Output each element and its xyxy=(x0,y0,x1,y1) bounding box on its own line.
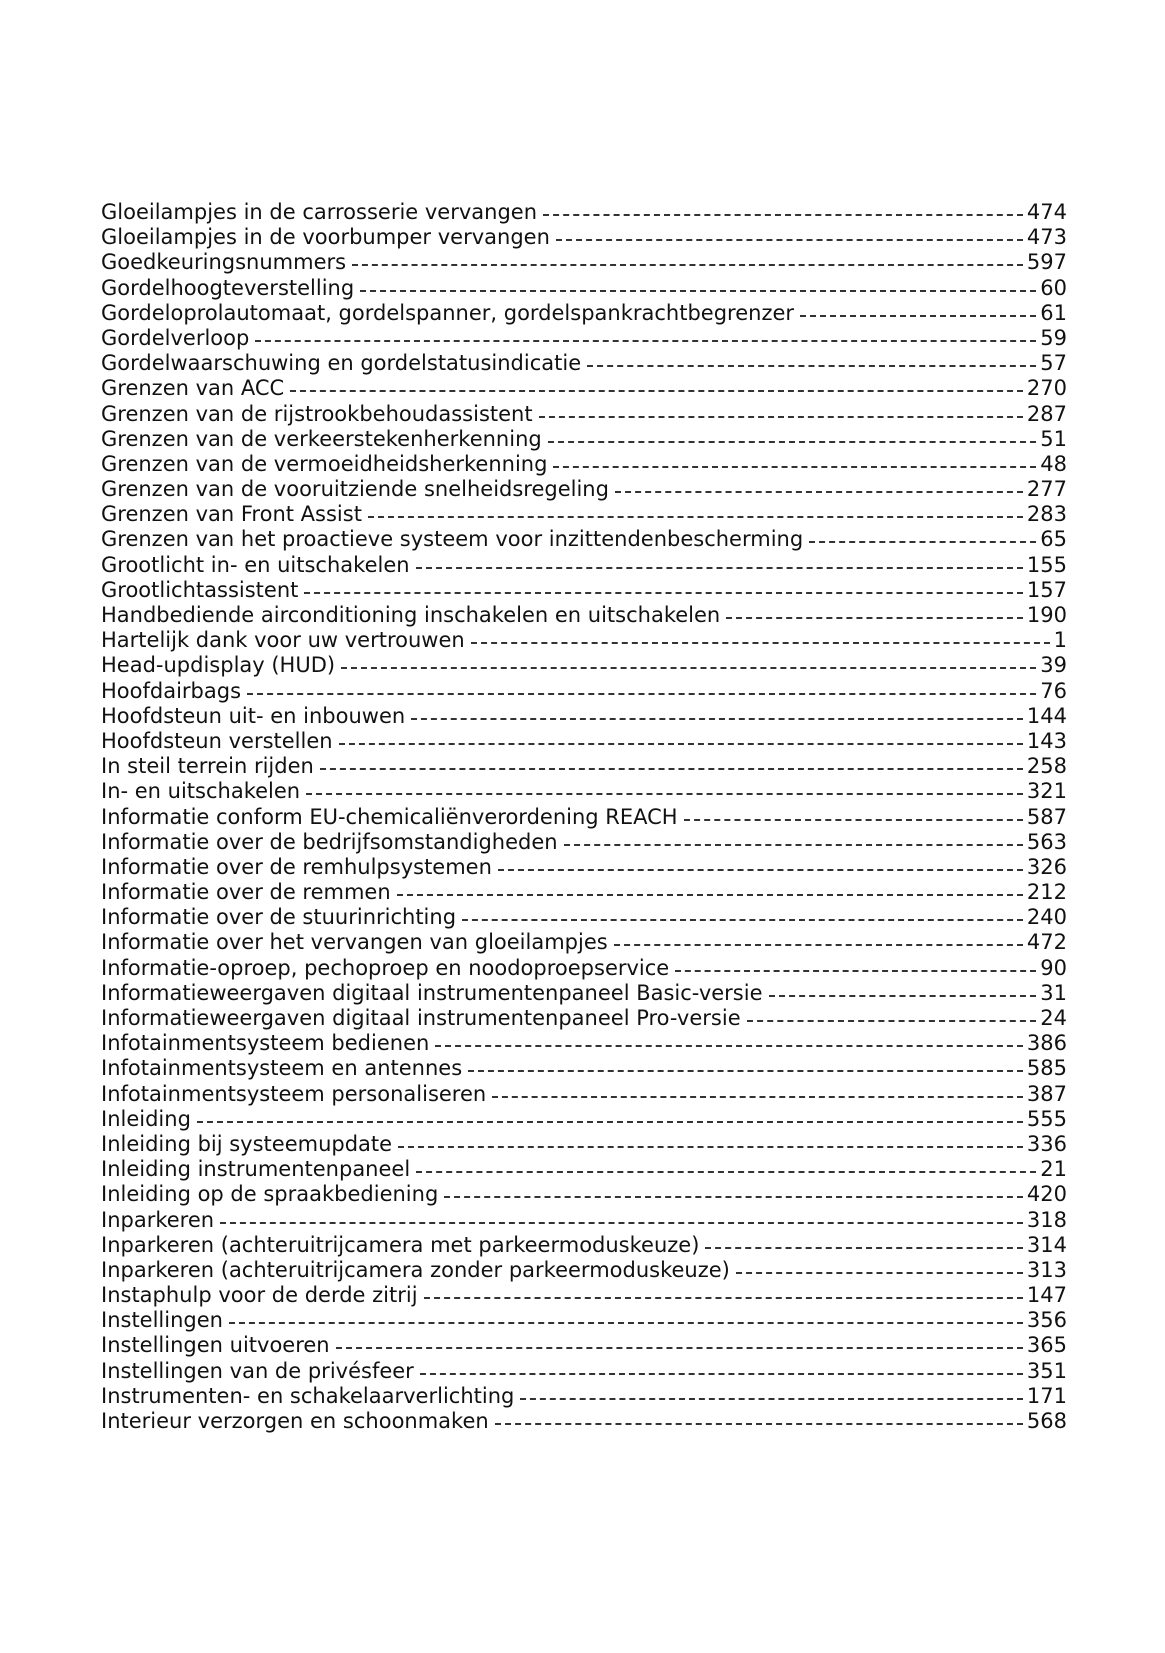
dot-leader xyxy=(564,842,1023,846)
index-entry xyxy=(101,1308,1067,1333)
dot-leader xyxy=(411,716,1023,720)
index-entry-page-number: 474 xyxy=(1026,200,1067,224)
index-entry xyxy=(101,301,1067,326)
dot-leader xyxy=(424,1295,1023,1299)
index-entry-title: Informatie-oproep, pechoproep en noodoproepservice xyxy=(101,955,670,980)
index-entry-title: Inparkeren (achteruitrijcamera zonder parkeermoduskeuze) xyxy=(101,1257,730,1282)
index-entry-page-number: 190 xyxy=(1026,603,1067,627)
index-entry-page-number: 472 xyxy=(1026,930,1067,955)
index-entry-page-number: 351 xyxy=(1026,1358,1067,1383)
index-entry-page-number: 39 xyxy=(1040,653,1067,678)
dot-leader xyxy=(304,590,1023,594)
index-entry-page-number: 48 xyxy=(1040,451,1067,476)
index-entry-title: Hoofdairbags xyxy=(101,678,242,703)
index-entry-page-number: 21 xyxy=(1040,1157,1067,1182)
index-entry-title: Hoofdsteun uit- en inbouwen xyxy=(101,703,406,728)
index-entry xyxy=(101,805,1067,830)
dot-leader xyxy=(800,313,1036,317)
index-entry xyxy=(101,502,1067,527)
index-entry-title: Infotainmentsysteem personaliseren xyxy=(101,1081,487,1106)
index-entry-page-number: 212 xyxy=(1026,880,1067,905)
dot-leader xyxy=(614,942,1023,946)
index-entry-title: Gloeilampjes in de carrosserie vervangen xyxy=(101,200,538,224)
dot-leader xyxy=(769,993,1037,997)
index-entry xyxy=(101,1031,1067,1056)
dot-leader xyxy=(462,917,1023,921)
index-entry xyxy=(101,729,1067,754)
index-entry-title: Interieur verzorgen en schoonmaken xyxy=(101,1409,489,1433)
index-entry-page-number: 318 xyxy=(1026,1207,1067,1232)
index-entry-page-number: 336 xyxy=(1026,1131,1067,1156)
index-entry-title: Informatieweergaven digitaal instrumentenpaneel Pro-versie xyxy=(101,1006,741,1030)
index-entry xyxy=(101,830,1067,855)
index-entry xyxy=(101,452,1067,477)
index-entry-page-number: 365 xyxy=(1026,1333,1067,1358)
index-entry xyxy=(101,1132,1067,1157)
dot-leader xyxy=(495,1421,1023,1425)
index-entry xyxy=(101,326,1067,351)
index-entry xyxy=(101,427,1067,452)
index-entry-page-number: 420 xyxy=(1026,1182,1067,1207)
index-entry-title: Instaphulp voor de derde zitrij xyxy=(101,1283,418,1308)
index-entry xyxy=(101,276,1067,301)
index-entry-page-number: 57 xyxy=(1040,351,1067,376)
index-entry-title: Informatie over het vervangen van gloeilampjes xyxy=(101,930,608,955)
dot-leader xyxy=(498,867,1023,871)
dot-leader xyxy=(398,1144,1023,1148)
index-entry-title: Inleiding instrumentenpaneel xyxy=(101,1157,411,1182)
index-entry xyxy=(101,1233,1067,1258)
dot-leader xyxy=(368,514,1023,518)
index-entry-title: Inleiding op de spraakbediening xyxy=(101,1182,439,1207)
index-entry-page-number: 31 xyxy=(1040,980,1067,1005)
index-entry-page-number: 321 xyxy=(1026,779,1067,804)
index-entry-title: Gordeloprolautomaat, gordelspanner, gordelspankrachtbegrenzer xyxy=(101,300,795,325)
dot-leader xyxy=(726,615,1023,619)
index-entry-title: Grenzen van ACC xyxy=(101,376,285,401)
index-entry-page-number: 157 xyxy=(1026,577,1067,602)
index-entry-title: Grootlichtassistent xyxy=(101,577,299,602)
index-entry-page-number: 51 xyxy=(1040,426,1067,451)
dot-leader xyxy=(255,338,1036,342)
index-entry-page-number: 356 xyxy=(1026,1308,1067,1333)
index-entry-title: Infotainmentsysteem en antennes xyxy=(101,1056,463,1081)
index-entry-title: Gordelwaarschuwing en gordelstatusindicatie xyxy=(101,351,582,376)
index-entry xyxy=(101,402,1067,427)
dot-leader xyxy=(736,1270,1023,1274)
dot-leader xyxy=(306,791,1023,795)
dot-leader xyxy=(520,1396,1023,1400)
index-entry xyxy=(101,1283,1067,1308)
index-entry-page-number: 90 xyxy=(1040,955,1067,980)
index-entry xyxy=(101,653,1067,678)
dot-leader xyxy=(492,1094,1023,1098)
dot-leader xyxy=(320,766,1023,770)
index-entry-title: Inleiding bij systeemupdate xyxy=(101,1131,393,1156)
index-entry xyxy=(101,1056,1067,1081)
dot-leader xyxy=(553,464,1036,468)
index-entry xyxy=(101,855,1067,880)
index-entry xyxy=(101,1384,1067,1409)
index-entry-title: Inparkeren (achteruitrijcamera met parkeermoduskeuze) xyxy=(101,1232,700,1257)
index-entry xyxy=(101,603,1067,628)
index-entry-page-number: 326 xyxy=(1026,854,1067,879)
index-entry-title: Grenzen van het proactieve systeem voor inzittendenbescherming xyxy=(101,527,804,552)
index-entry-title: Informatie over de remmen xyxy=(101,880,391,905)
index-entry-title: Informatie over de bedrijfsomstandigheden xyxy=(101,829,558,854)
index-entry-title: Grenzen van Front Assist xyxy=(101,502,362,527)
dot-leader xyxy=(675,968,1036,972)
dot-leader xyxy=(336,1345,1023,1349)
index-entry-title: Instellingen van de privésfeer xyxy=(101,1358,414,1383)
index-entry-page-number: 473 xyxy=(1026,225,1067,250)
index-entry xyxy=(101,1359,1067,1384)
dot-leader xyxy=(339,741,1023,745)
index-entry xyxy=(101,1208,1067,1233)
index-entry-page-number: 387 xyxy=(1026,1081,1067,1106)
index-entry-title: In- en uitschakelen xyxy=(101,779,301,804)
dot-leader xyxy=(416,1169,1036,1173)
index-entry-page-number: 258 xyxy=(1026,754,1067,779)
dot-leader xyxy=(341,665,1036,669)
index-entry-page-number: 60 xyxy=(1040,275,1067,300)
index-entry-page-number: 1 xyxy=(1053,628,1067,653)
dot-leader xyxy=(397,892,1023,896)
index-entry-page-number: 24 xyxy=(1040,1006,1067,1030)
index-entry xyxy=(101,880,1067,905)
dot-leader xyxy=(705,1245,1023,1249)
index-entry xyxy=(101,376,1067,401)
index-entry xyxy=(101,1333,1067,1358)
index-entry-title: Gordelhoogteverstelling xyxy=(101,275,355,300)
index-entry xyxy=(101,250,1067,275)
index-entry-title: Grenzen van de rijstrookbehoudassistent xyxy=(101,401,533,426)
index-entry xyxy=(101,754,1067,779)
index-entry xyxy=(101,1006,1067,1031)
dot-leader xyxy=(420,1371,1023,1375)
dot-leader xyxy=(539,414,1023,418)
index-entry-page-number: 568 xyxy=(1026,1409,1067,1433)
index-entry-page-number: 555 xyxy=(1026,1106,1067,1131)
index-entry-title: Informatie over de remhulpsystemen xyxy=(101,854,492,879)
index-entry-page-number: 283 xyxy=(1026,502,1067,527)
index-entry xyxy=(101,930,1067,955)
dot-leader xyxy=(747,1018,1037,1022)
dot-leader xyxy=(220,1220,1023,1224)
index-entry xyxy=(101,1107,1067,1132)
index-entry-page-number: 563 xyxy=(1026,829,1067,854)
index-entry-page-number: 585 xyxy=(1026,1056,1067,1081)
index-entry-page-number: 144 xyxy=(1026,703,1067,728)
dot-leader xyxy=(247,691,1036,695)
index-entry xyxy=(101,981,1067,1006)
index-entry xyxy=(101,704,1067,729)
index-entry-page-number: 76 xyxy=(1040,678,1067,703)
index-entry-title: Instellingen uitvoeren xyxy=(101,1333,330,1358)
index-list xyxy=(101,200,1067,1434)
dot-leader xyxy=(290,388,1023,392)
index-entry-title: Inparkeren xyxy=(101,1207,215,1232)
index-entry xyxy=(101,679,1067,704)
index-entry-title: Informatie over de stuurinrichting xyxy=(101,905,457,930)
index-entry xyxy=(101,1182,1067,1207)
index-entry-page-number: 386 xyxy=(1026,1031,1067,1056)
index-entry-title: Head-updisplay (HUD) xyxy=(101,653,336,678)
index-entry-title: Informatieweergaven digitaal instrumentenpaneel Basic-versie xyxy=(101,980,763,1005)
index-entry xyxy=(101,200,1067,225)
index-entry-title: Hoofdsteun verstellen xyxy=(101,728,333,753)
index-entry xyxy=(101,527,1067,552)
index-entry-page-number: 171 xyxy=(1026,1383,1067,1408)
dot-leader xyxy=(556,237,1023,241)
index-entry-title: Grootlicht in- en uitschakelen xyxy=(101,552,410,577)
dot-leader xyxy=(416,565,1023,569)
index-entry-page-number: 65 xyxy=(1040,527,1067,552)
dot-leader xyxy=(352,262,1023,266)
dot-leader xyxy=(543,212,1023,216)
index-entry-page-number: 155 xyxy=(1026,552,1067,577)
index-entry xyxy=(101,1082,1067,1107)
dot-leader xyxy=(809,539,1036,543)
dot-leader xyxy=(615,489,1023,493)
index-entry-page-number: 59 xyxy=(1040,325,1067,350)
index-entry xyxy=(101,779,1067,804)
index-entry xyxy=(101,1258,1067,1283)
index-entry-page-number: 313 xyxy=(1026,1257,1067,1282)
index-entry-title: Instellingen xyxy=(101,1308,223,1333)
index-entry-title: Informatie conform EU-chemicaliënverordening REACH xyxy=(101,804,678,829)
index-entry xyxy=(101,553,1067,578)
dot-leader xyxy=(468,1068,1023,1072)
index-entry-page-number: 147 xyxy=(1026,1283,1067,1308)
index-entry-title: Gordelverloop xyxy=(101,325,250,350)
index-entry-title: In steil terrein rijden xyxy=(101,754,314,779)
index-entry xyxy=(101,956,1067,981)
index-entry-title: Grenzen van de verkeerstekenherkenning xyxy=(101,426,542,451)
dot-leader xyxy=(587,363,1036,367)
index-entry-page-number: 314 xyxy=(1026,1232,1067,1257)
index-entry-page-number: 587 xyxy=(1026,804,1067,829)
index-entry-page-number: 61 xyxy=(1040,300,1067,325)
dot-leader xyxy=(548,439,1037,443)
index-entry-page-number: 277 xyxy=(1026,477,1067,502)
index-entry-title: Hartelijk dank voor uw vertrouwen xyxy=(101,628,465,653)
index-entry xyxy=(101,1157,1067,1182)
index-entry-title: Grenzen van de vooruitziende snelheidsregeling xyxy=(101,477,609,502)
dot-leader xyxy=(229,1320,1023,1324)
index-entry xyxy=(101,628,1067,653)
index-entry-title: Goedkeuringsnummers xyxy=(101,250,347,275)
index-entry-title: Gloeilampjes in de voorbumper vervangen xyxy=(101,225,550,250)
index-entry xyxy=(101,905,1067,930)
index-entry-title: Infotainmentsysteem bedienen xyxy=(101,1031,430,1056)
dot-leader xyxy=(444,1194,1023,1198)
dot-leader xyxy=(360,288,1036,292)
index-entry-title: Handbediende airconditioning inschakelen en uitschakelen xyxy=(101,603,721,627)
index-entry xyxy=(101,351,1067,376)
index-entry-page-number: 143 xyxy=(1026,728,1067,753)
index-entry-page-number: 287 xyxy=(1026,401,1067,426)
index-entry xyxy=(101,578,1067,603)
index-entry-page-number: 597 xyxy=(1026,250,1067,275)
index-entry-page-number: 240 xyxy=(1026,905,1067,930)
index-entry-title: Inleiding xyxy=(101,1106,191,1131)
index-entry xyxy=(101,1409,1067,1434)
index-entry-title: Instrumenten- en schakelaarverlichting xyxy=(101,1383,515,1408)
index-entry xyxy=(101,477,1067,502)
index-entry-page-number: 270 xyxy=(1026,376,1067,401)
dot-leader xyxy=(684,817,1023,821)
dot-leader xyxy=(471,640,1050,644)
index-entry xyxy=(101,225,1067,250)
dot-leader xyxy=(197,1119,1023,1123)
dot-leader xyxy=(435,1043,1023,1047)
index-entry-title: Grenzen van de vermoeidheidsherkenning xyxy=(101,451,548,476)
